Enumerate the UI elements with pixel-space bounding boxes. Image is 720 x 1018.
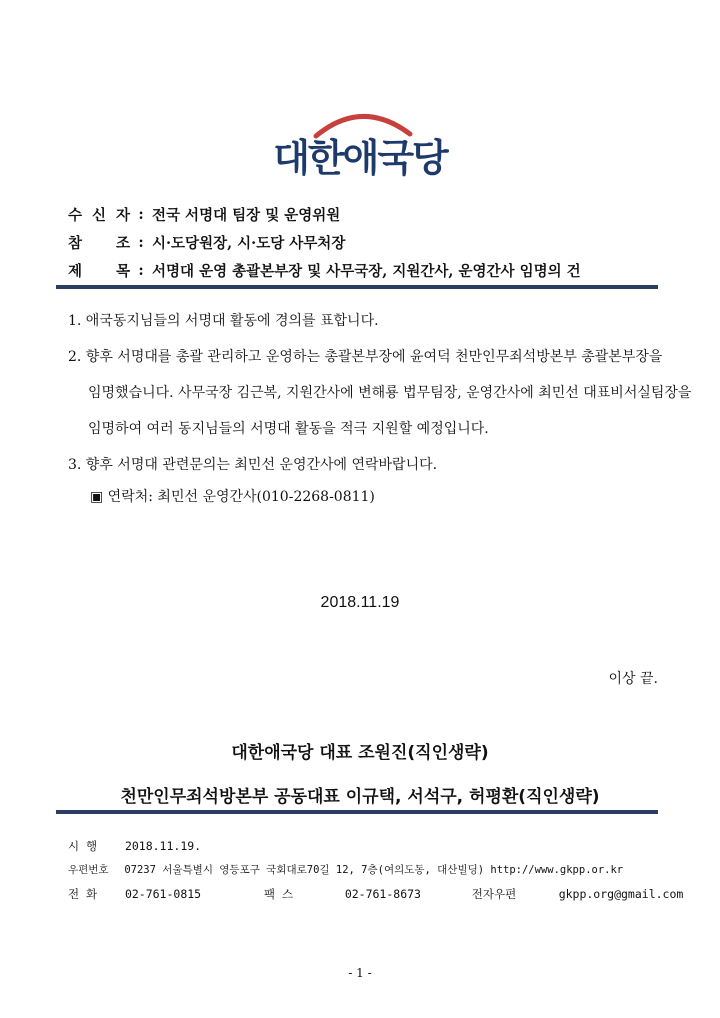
document-date: 2018.11.19 <box>320 594 400 611</box>
recipient-value: 전국 서명대 팀장 및 운영위원 <box>152 206 341 224</box>
footer-date-value: 2018.11.19. <box>124 839 202 853</box>
page-number: - 1 - <box>348 966 372 980</box>
signature-line-2: 천만인무죄석방본부 공동대표 이규택, 서석구, 허평환(직인생략) <box>120 787 600 807</box>
reference-row <box>68 228 658 256</box>
subject-row <box>68 256 658 284</box>
logo-text: 대한애국당 <box>273 136 447 180</box>
footer-fax-label: 팩 스 <box>263 887 294 901</box>
separator: : <box>138 233 144 251</box>
footer-address-label: 우편번호 <box>68 864 109 876</box>
footer-phone-value: 02-761-0815 <box>124 887 202 901</box>
header-divider <box>56 285 658 289</box>
reference-label: 참 조 <box>68 234 130 252</box>
paragraph-2-line-3: 임명하여 여러 동지님들의 서명대 활동을 적극 지원할 예정입니다. <box>88 421 489 437</box>
footer-date-row <box>68 838 201 854</box>
reference-value: 시·도당원장, 시·도당 사무처장 <box>152 234 346 252</box>
recipient-label: 수 신 자 <box>68 206 130 224</box>
paragraph-2-line-1: 2. 향후 서명대를 총괄 관리하고 운영하는 총괄본부장에 윤여덕 천만인무죄석방본부 총괄본부장을 <box>68 349 663 365</box>
subject-label: 제 목 <box>68 262 130 280</box>
footer-phone-row <box>68 886 683 902</box>
footer-date-label: 시 행 <box>68 839 98 853</box>
separator: : <box>138 205 144 223</box>
separator: : <box>138 261 144 279</box>
footer-email-value[interactable]: gkpp.org@gmail.com <box>558 887 684 901</box>
footer-address-value[interactable]: 07237 서울특별시 영등포구 국회대로70길 12, 7층(여의도동, 대산빌딩) http://www.gkpp.or.kr <box>124 864 624 876</box>
closing-text: 이상 끝. <box>608 671 658 687</box>
footer-email-label: 전자우편 <box>471 887 517 901</box>
signature-line-1: 대한애국당 대표 조원진(직인생략) <box>231 743 489 763</box>
party-logo <box>270 104 450 186</box>
footer-divider <box>56 810 658 814</box>
paragraph-2-line-2: 임명했습니다. 사무국장 김근복, 지원간사에 변해룡 법무팀장, 운영간사에 최민선 대표비서실팀장을 <box>88 385 692 401</box>
contact-line: ▣ 연락처: 최민선 운영간사(010-2268-0811) <box>90 489 375 505</box>
paragraph-3: 3. 향후 서명대 관련문의는 최민선 운영간사에 연락바랍니다. <box>68 457 438 473</box>
footer-fax-value: 02-761-8673 <box>344 887 421 901</box>
document-header <box>68 200 658 284</box>
recipient-row <box>68 200 658 228</box>
paragraph-1: 1. 애국동지님들의 서명대 활동에 경의를 표합니다. <box>68 313 379 329</box>
footer-address-row <box>68 862 623 877</box>
subject-value: 서명대 운영 총괄본부장 및 사무국장, 지원간사, 운영간사 임명의 건 <box>152 262 581 280</box>
footer-phone-label: 전 화 <box>68 887 98 901</box>
